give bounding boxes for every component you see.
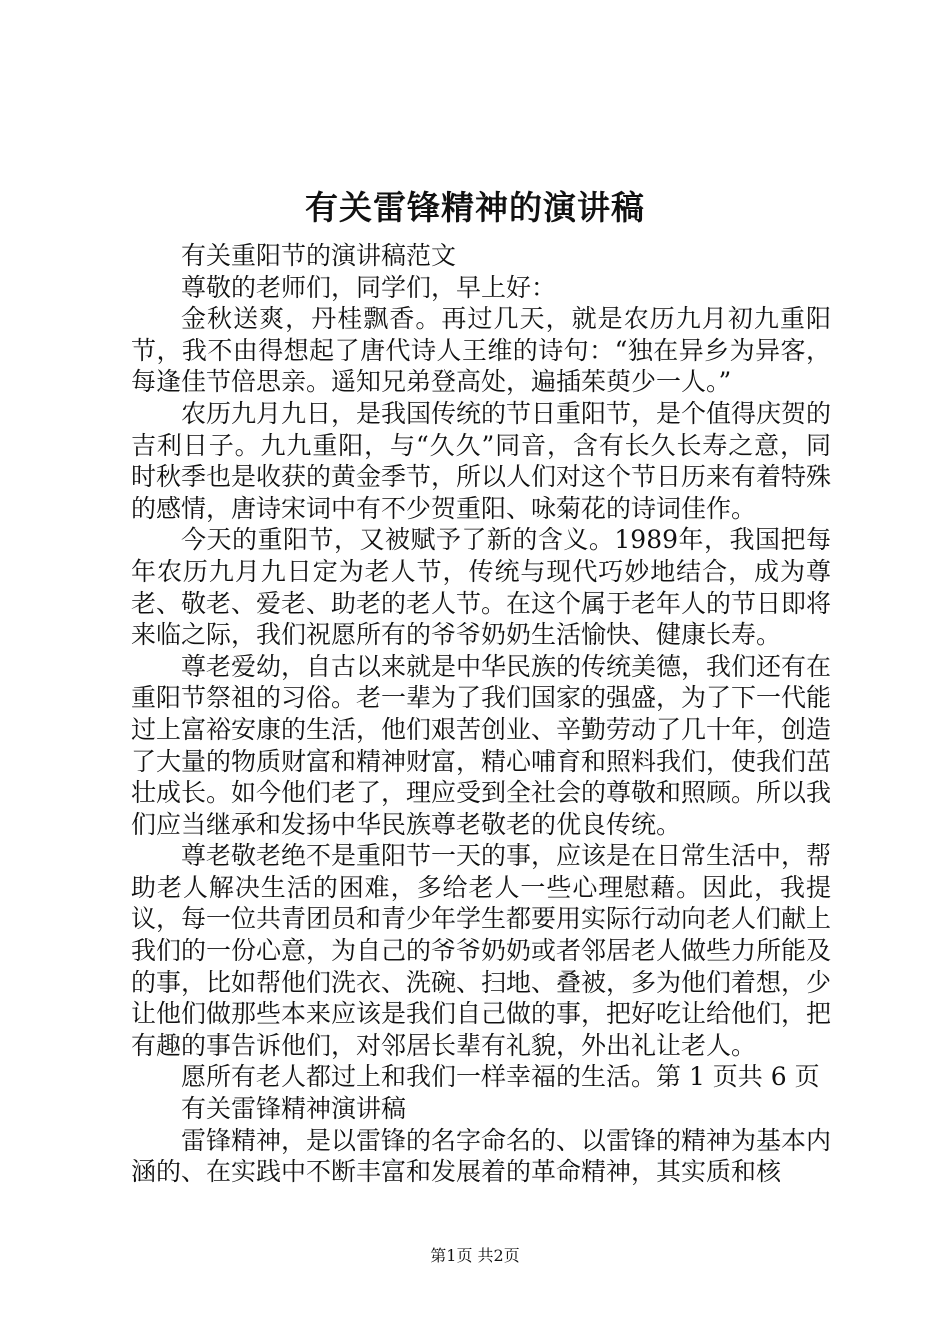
document-body: [131, 240, 831, 1188]
document-title: 有关雷锋精神的演讲稿: [305, 188, 645, 227]
paragraph-section-heading: 有关雷锋精神演讲稿: [181, 1094, 407, 1124]
paragraph-greeting: 尊敬的老师们，同学们，早上好：: [181, 272, 557, 302]
paragraph-subtitle: 有关重阳节的演讲稿范文: [181, 241, 457, 270]
page-footer: 第1页 共2页: [430, 1246, 520, 1265]
paragraph: 今天的重阳节，又被赋予了新的含义。1989年，我国把每年农历九月九日定为老人节，传统与现代巧妙地结合，成为尊老、敬老、爱老、助老的老人节。在这个属于老年人的节日即将来临之际，我们祝愿所有的爷爷奶奶生活愉快、健康长寿。: [131, 525, 832, 650]
paragraph: 农历九月九日，是我国传统的节日重阳节，是个值得庆贺的吉利日子。九九重阳，与“久久”同音，含有长久长寿之意，同时秋季也是收获的黄金季节，所以人们对这个节日历来有着特殊的感情，唐诗宋词中有不少贺重阳、咏菊花的诗词佳作。: [131, 398, 832, 523]
paragraph: 金秋送爽，丹桂飘香。再过几天，就是农历九月初九重阳节，我不由得想起了唐代诗人王维的诗句：“独在异乡为异客，每逢佳节倍思亲。遥知兄弟登高处，遍插茱萸少一人。”: [131, 304, 831, 397]
paragraph-closing: 愿所有老人都过上和我们一样幸福的生活。第 1 页共 6 页: [181, 1062, 820, 1092]
paragraph: 尊老敬老绝不是重阳节一天的事，应该是在日常生活中，帮助老人解决生活的困难，多给老人一些心理慰藉。因此，我提议，每一位共青团员和青少年学生都要用实际行动向老人们献上我们的一份心意，为自己的爷爷奶奶或者邻居老人做些力所能及的事，比如帮他们洗衣、洗碗、扫地、叠被，多为他们着想，少让他们做那些本来应该是我们自己做的事，把好吃让给他们，把有趣的事告诉他们，对邻居长辈有礼貌，外出礼让老人。: [131, 841, 832, 1060]
paragraph: 尊老爱幼，自古以来就是中华民族的传统美德，我们还有在重阳节祭祖的习俗。老一辈为了我们国家的强盛，为了下一代能过上富裕安康的生活，他们艰苦创业、辛勤劳动了几十年，创造了大量的物质财富和精神财富，精心哺育和照料我们，使我们茁壮成长。如今他们老了，理应受到全社会的尊敬和照顾。所以我们应当继承和发扬中华民族尊老敬老的优良传统。: [131, 651, 832, 839]
paragraph: 雷锋精神，是以雷锋的名字命名的、以雷锋的精神为基本内涵的、在实践中不断丰富和发展着的革命精神，其实质和核: [131, 1125, 832, 1187]
